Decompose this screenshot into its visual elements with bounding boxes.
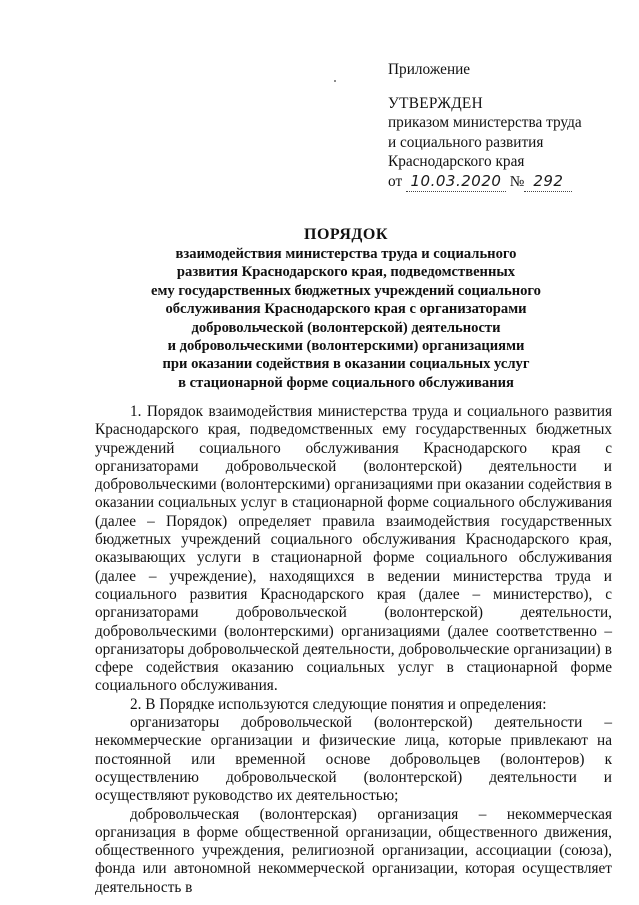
title-line-8: в стационарной форме социального обслуживания (178, 374, 514, 391)
approval-line-1: приказом министерства труда (388, 114, 582, 131)
approval-date-line (388, 172, 628, 193)
paragraph-3: организаторы добровольческой (волонтерской) деятельности – некоммерческие организации и физические лица, которые привлекают на постоянной или временной основе добровольцев (волонтеров) к осуществлению добровольческой (волонтерской) деятельности и осуществляют руководство их деятельностью; (95, 714, 612, 805)
document-title-block (96, 225, 596, 392)
appendix-label: Приложение (388, 61, 471, 78)
paragraph-4: добровольческая (волонтерская) организация – некоммерческая организация в форме общественной организации, общественного движения, общественного учреждения, религиозной организации, ассоциации (союза), фонда или автономной некоммерческой организации, которая осуществляет деятельность в (95, 805, 612, 896)
approved-label: УТВЕРЖДЕН (388, 94, 483, 112)
number-prefix: № (509, 172, 525, 190)
title-line-5: добровольческой (волонтерской) деятельности (191, 319, 501, 336)
paragraph-1: 1. Порядок взаимодействия министерства труда и социального развития Краснодарского края, подведомственных ему государственных бюджетных учреждений социального обслуживания Краснодарского края с организаторами добровольческой (волонтерской) деятельности и добровольческими (волонтерскими) организациями при оказании содействия в оказании социальных услуг в стационарной форме социального обслуживания (далее – Порядок) определяет правила взаимодействия государственных бюджетных учреждений социального обслуживания Краснодарского края, оказывающих услуги в стационарной форме социального обслуживания (далее – учреждение), находящихся в ведении министерства труда и социального развития Краснодарского края (далее – министерство), с организаторами добровольческой (волонтерской) деятельности, добровольческими (волонтерскими) организациями (далее соответственно – организаторы добровольческой деятельности, добровольческие организации) в сфере содействия оказанию социальных услуг в стационарной форме социального обслуживания. (95, 403, 612, 695)
document-title: ПОРЯДОК (304, 226, 388, 243)
handwritten-number: 292 (524, 172, 572, 193)
title-line-4: обслуживания Краснодарского края с организаторами (165, 301, 527, 318)
title-line-2: развития Краснодарского края, подведомственных (176, 264, 516, 281)
approval-line-2: и социального развития (388, 133, 544, 151)
scan-speck (334, 80, 336, 82)
title-line-6: и добровольческими (волонтерскими) организациями (167, 338, 525, 355)
title-line-1: взаимодействия министерства труда и социального (175, 246, 517, 262)
approval-block (388, 60, 628, 192)
title-line-7: при оказании содействия в оказании социальных услуг (162, 356, 530, 373)
title-line-3: ему государственных бюджетных учреждений социального (151, 282, 541, 299)
paragraph-2: 2. В Порядке используются следующие понятия и определения: (130, 695, 547, 713)
handwritten-date: 10.03.2020 (406, 172, 506, 193)
date-prefix: от (388, 172, 403, 190)
document-body (95, 403, 612, 897)
approval-line-3: Краснодарского края (388, 153, 525, 170)
